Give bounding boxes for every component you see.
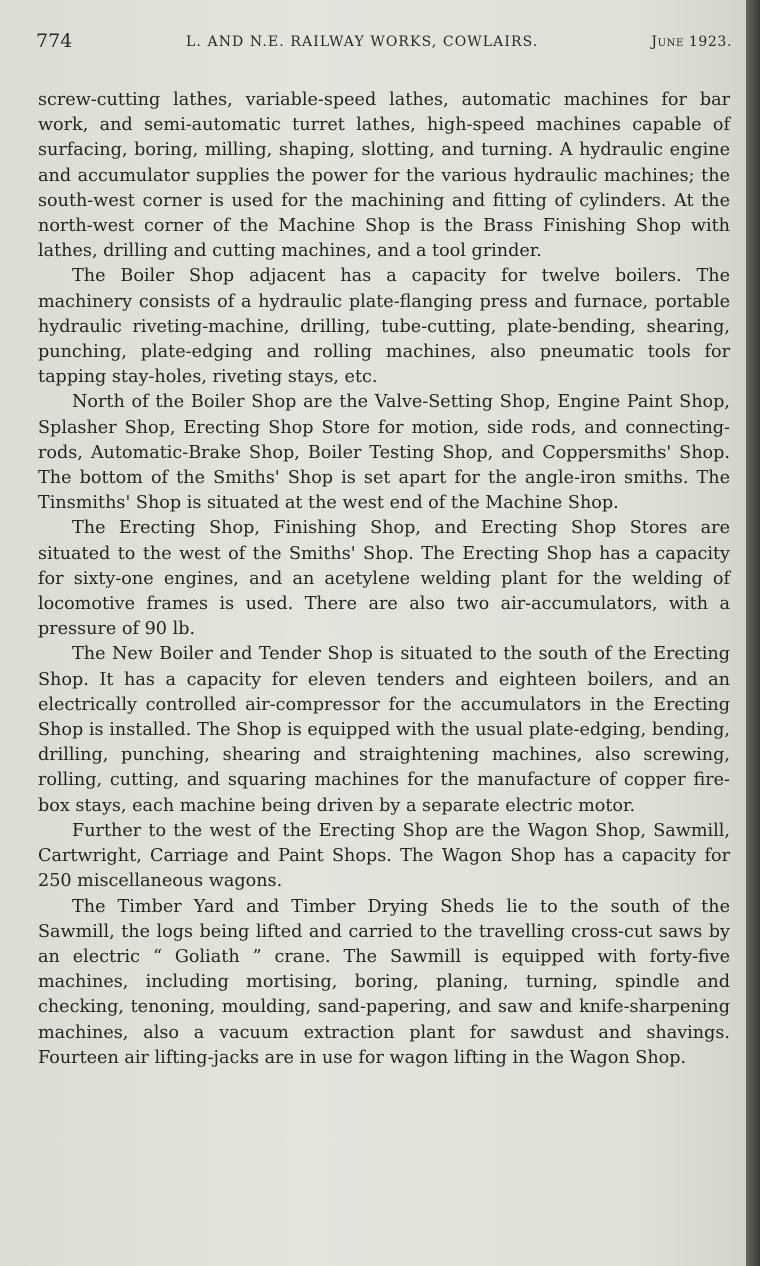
paragraph-erecting-shop: The Erecting Shop, Finishing Shop, and Erecting Shop Stores are situated to the west of the Smiths' Shop. The Erecting Shop has a capacity for sixty-one engines, and an acetylene welding plant for the welding of locomotive frames is used. There are also two air-accumulators, with a pressure of 90 lb. xyxy=(38,518,730,640)
page-number: 774 xyxy=(36,30,73,52)
running-head xyxy=(36,30,732,60)
paragraph-timber-yard-sawmill: The Timber Yard and Timber Drying Sheds lie to the south of the Sawmill, the logs being lifted and carried to the travelling cross-cut saws by an electric “ Goliath ” crane. The Sawmill is equipped with forty-five machines, including mortising, boring, planing, turning, spindle and checking, tenoning, moulding, sand-papering, and saw and knife-sharpening machines, also a vacuum extraction plant for sawdust and shavings. Fourteen air lifting-jacks are in use for wagon lifting in the Wagon Shop. xyxy=(38,896,730,1068)
paragraph-valve-setting-shop: North of the Boiler Shop are the Valve-Setting Shop, Engine Paint Shop, Splasher Shop, Erecting Shop Store for motion, side rods, and connecting-rods, Automatic-Brake Shop, Boiler Testing Shop, and Coppersmiths' Shop. The bottom of the Smiths' Shop is set apart for the angle-iron smiths. The Tinsmiths' Shop is situated at the west end of the Machine Shop. xyxy=(38,392,730,514)
running-date: June 1923. xyxy=(651,34,732,50)
page-edge-shadow xyxy=(746,0,760,1266)
paragraph-machine-shop-continued: screw-cutting lathes, variable-speed lathes, automatic machines for bar work, and semi-automatic turret lathes, high-speed machines capable of surfacing, boring, milling, shaping, slotting, and turning. A hydraulic engine and accumulator supplies the power for the various hydraulic machines; the south-west corner is used for the machining and fitting of cylinders. At the north-west corner of the Machine Shop is the Brass Finishing Shop with lathes, drilling and cutting machines, and a tool grinder. xyxy=(38,90,730,262)
paragraph-new-boiler-tender-shop: The New Boiler and Tender Shop is situated to the south of the Erecting Shop. It has a capacity for eleven tenders and eighteen boilers, and an electrically controlled air-compressor for the accumulators in the Erecting Shop is installed. The Shop is equipped with the usual plate-edging, bending, drilling, punching, shearing and straightening machines, also screwing, rolling, cutting, and squaring machines for the manufacture of copper fire-box stays, each machine being driven by a separate electric motor. xyxy=(38,644,730,816)
body-text xyxy=(38,88,730,1071)
running-title: L. AND N.E. RAILWAY WORKS, COWLAIRS. xyxy=(186,34,539,50)
paragraph-boiler-shop: The Boiler Shop adjacent has a capacity for twelve boilers. The machinery consists of a hydraulic plate-flanging press and furnace, portable hydraulic riveting-machine, drilling, tube-cutting, plate-bending, shearing, punching, plate-edging and rolling machines, also pneumatic tools for tapping stay-holes, riveting stays, etc. xyxy=(38,266,730,388)
paragraph-wagon-shop: Further to the west of the Erecting Shop are the Wagon Shop, Sawmill, Cartwright, Carriage and Paint Shops. The Wagon Shop has a capacity for 250 miscellaneous wagons. xyxy=(38,820,730,892)
